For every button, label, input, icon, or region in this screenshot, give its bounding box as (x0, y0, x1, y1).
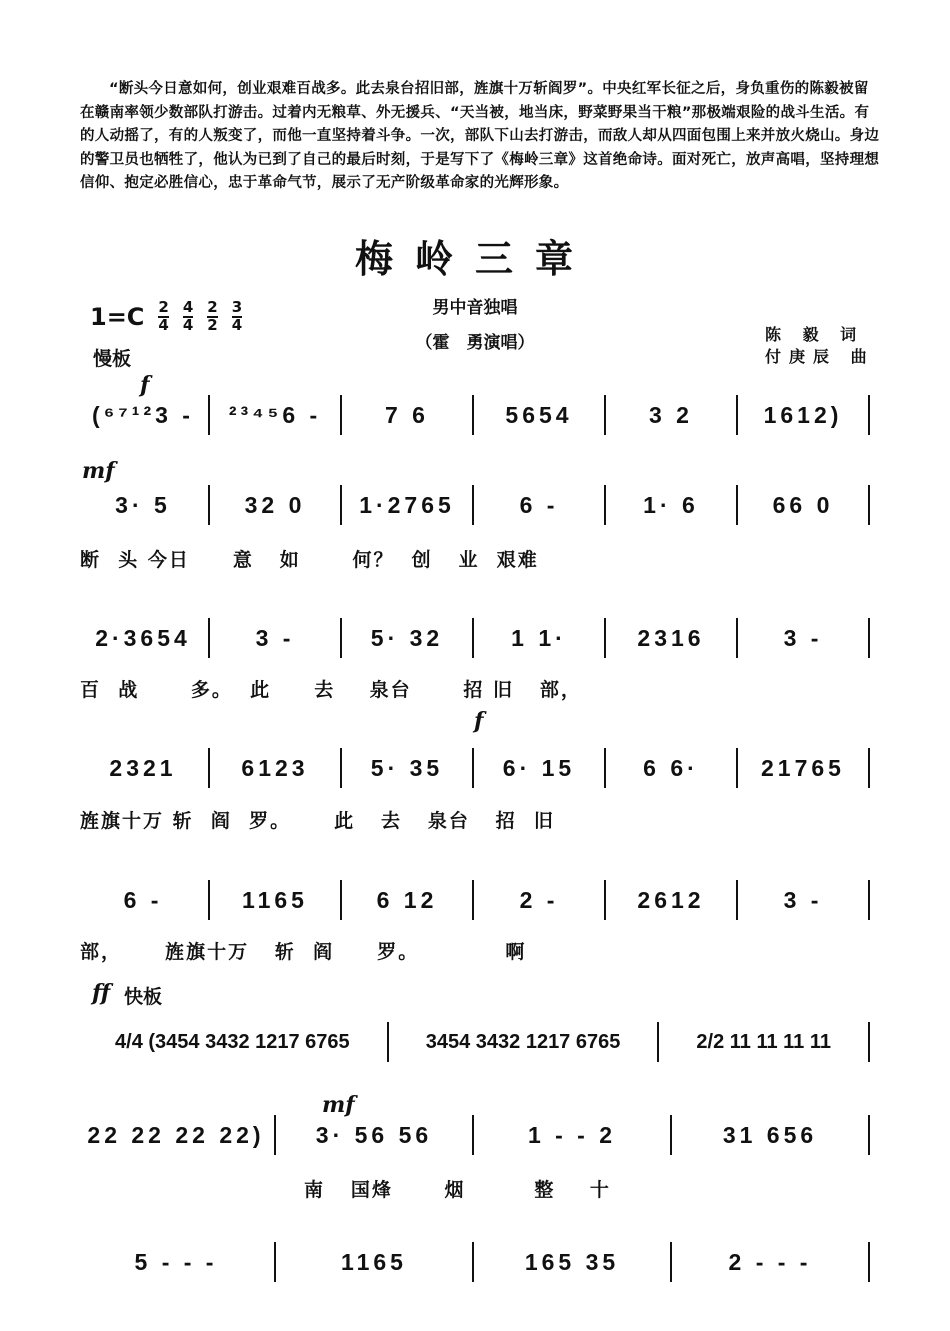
measure: 7 6 (342, 395, 474, 435)
measure: 6 - (474, 485, 606, 525)
measure: 3 - (210, 618, 342, 658)
measure: 1165 (210, 880, 342, 920)
meter-3: $\frac{2}{2}$ (207, 298, 218, 334)
measure: 1165 (276, 1242, 474, 1282)
measure: 22 22 22 22) (78, 1115, 276, 1155)
measure: 1·2765 (342, 485, 474, 525)
dynamic-f: f (474, 708, 484, 734)
measure: 2/2 11 11 11 11 (659, 1022, 870, 1062)
meter-1: $\frac{2}{4}$ (158, 298, 169, 334)
measure: 1· 6 (606, 485, 738, 525)
measure: 4/4 (3454 3432 1217 6765 (78, 1022, 389, 1062)
score-line (78, 618, 870, 658)
measure: 2 - (474, 880, 606, 920)
measure: 3454 3432 1217 6765 (389, 1022, 660, 1062)
measure: 2612 (606, 880, 738, 920)
measure: 5654 (474, 395, 606, 435)
key: 1=C (90, 302, 145, 331)
dynamic-mf: mf (82, 458, 115, 484)
measure: 1 - - 2 (474, 1115, 672, 1155)
lyrics-line: 断 头 今日 意 如 何？ 创 业 艰难 (80, 549, 539, 571)
measure: 2 - - - (672, 1242, 870, 1282)
score-line (78, 1022, 870, 1062)
lyrics-line: 部， 旌旗十万 斩 阎 罗。 啊 (80, 941, 527, 963)
measure: 3 - (738, 618, 870, 658)
measure: 1 1· (474, 618, 606, 658)
measure: 3 2 (606, 395, 738, 435)
tempo-fast: 快板 (124, 986, 163, 1008)
measure: (⁶⁷¹²3 - (78, 395, 210, 435)
measure: 2316 (606, 618, 738, 658)
meter-4: $\frac{3}{4}$ (231, 298, 243, 334)
score-line (78, 1242, 870, 1282)
voice-type: 男中音独唱 (432, 298, 518, 318)
measure: 5· 35 (342, 748, 474, 788)
measure: 2321 (78, 748, 210, 788)
tempo-marking: 慢板 (93, 348, 132, 370)
measure: 1612) (738, 395, 870, 435)
meter-2: $\frac{4}{4}$ (182, 298, 194, 334)
measure: 3· 56 56 (276, 1115, 474, 1155)
song-title: 梅岭三章 (354, 236, 595, 281)
performer: （霍 勇演唱） (415, 333, 535, 353)
measure: 3· 5 (78, 485, 210, 525)
lyrics-line: 百 战 多。 此 去 泉台 招 旧 部， (80, 679, 582, 701)
measure: 5 - - - (78, 1242, 276, 1282)
measure: 32 0 (210, 485, 342, 525)
measure: 6 - (78, 880, 210, 920)
measure: 3 - (738, 880, 870, 920)
score-line (78, 1115, 870, 1155)
measure: 6123 (210, 748, 342, 788)
dynamic-ff: ff (92, 980, 111, 1006)
lyricist: 陈 毅 词 (765, 325, 865, 344)
dynamic-mf: mf (322, 1092, 355, 1118)
measure: 2·3654 (78, 618, 210, 658)
score-line (78, 395, 870, 435)
lyrics-line: 旌旗十万 斩 阎 罗。 此 去 泉台 招 旧 (80, 810, 555, 832)
dynamic-f: f (140, 372, 150, 398)
measure: 165 35 (474, 1242, 672, 1282)
score-line (78, 748, 870, 788)
measure: 31 656 (672, 1115, 870, 1155)
measure: 66 0 (738, 485, 870, 525)
score-line (78, 485, 870, 525)
measure: 6 12 (342, 880, 474, 920)
measure: 5· 32 (342, 618, 474, 658)
lyrics-line: 南 国烽 烟 整 十 (80, 1179, 611, 1201)
measure: ²³⁴⁵6 - (210, 395, 342, 435)
measure: 21765 (738, 748, 870, 788)
intro-paragraph: “断头今日意如何，创业艰难百战多。此去泉台招旧部，旌旗十万斩阎罗”。中央红军长征之后，身负重伤的陈毅被留在赣南率领少数部队打游击。过着内无粮草、外无援兵、“天当被，地当床，野菜野果当干粮”那极端艰险的战斗生活。有的人动摇了，有的人叛变了，而他一直坚持着斗争。一次，部队下山去打游击，而敌人却从四面包围上来并放火烧山。身边的警卫员也牺牲了，他认为已到了自己的最后时刻，于是写下了《梅岭三章》这首绝命诗。面对死亡，放声高唱，坚持理想信仰、抱定必胜信心，忠于革命气节，展示了无产阶级革命家的光辉形象。 (80, 81, 880, 191)
composer: 付庚辰 曲 (765, 347, 875, 366)
measure: 6 6· (606, 748, 738, 788)
score-line (78, 880, 870, 920)
measure: 6· 15 (474, 748, 606, 788)
